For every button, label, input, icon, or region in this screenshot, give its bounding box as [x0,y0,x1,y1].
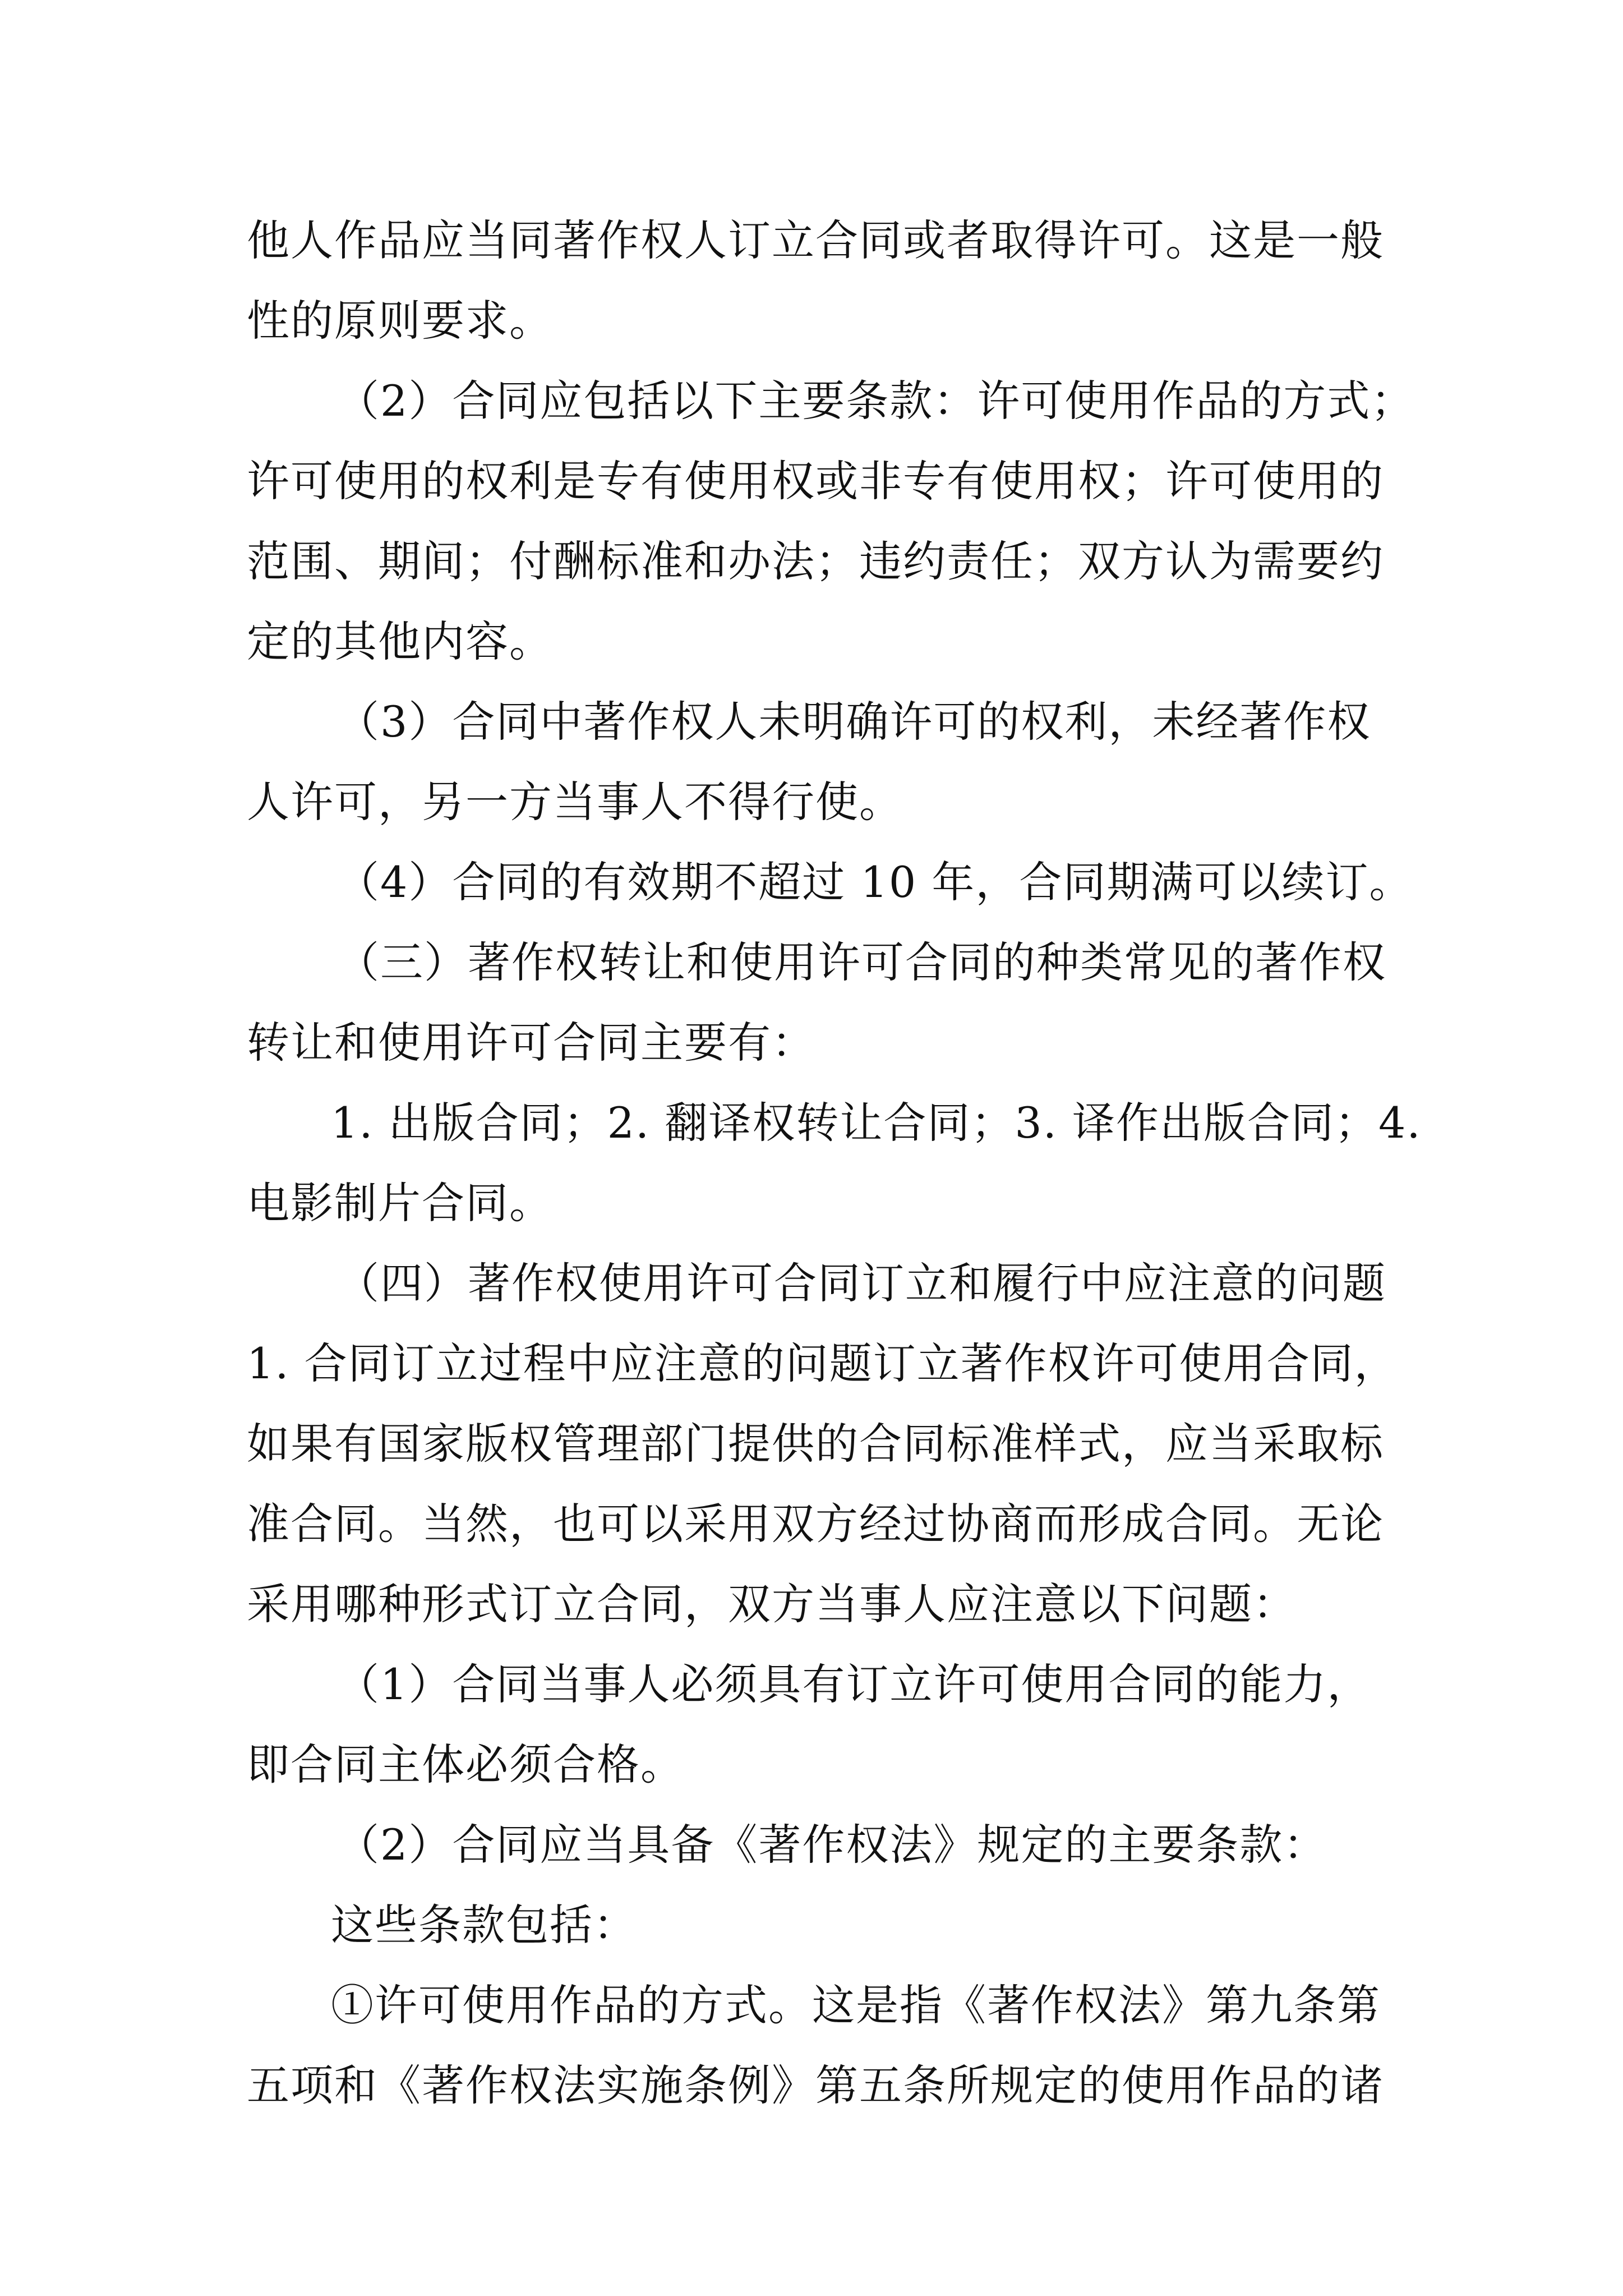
paragraph-clause-2b: （2）合同应当具备《著作权法》规定的主要条款： [336,1820,1327,1870]
text-line: 定的其他内容。 [247,616,553,666]
text-line: 采用哪种形式订立合同，双方当事人应注意以下问题： [247,1579,1297,1629]
text-line: 准合同。当然，也可以采用双方经过协商而形成合同。无论 [247,1499,1384,1549]
text-line: 人许可，另一方当事人不得行使。 [247,777,903,827]
paragraph-clause-2: （2）合同应包括以下主要条款：许可使用作品的方式； [336,376,1415,426]
paragraph-clause-1: （1）合同当事人必须具有订立许可使用合同的能力， [336,1659,1371,1709]
text-line: 性的原则要求。 [247,296,553,346]
text-line: 转让和使用许可合同主要有： [247,1018,815,1068]
text-line: 他人作品应当同著作权人订立合同或者取得许可。这是一般 [247,215,1384,265]
text-line: 这些条款包括： [331,1900,637,1950]
text-line: 如果有国家版权管理部门提供的合同标准样式，应当采取标 [247,1419,1384,1469]
paragraph-clause-3: （3）合同中著作权人未明确许可的权利，未经著作权 [336,697,1371,747]
section-heading-4: （四）著作权使用许可合同订立和履行中应注意的问题 [336,1258,1386,1308]
text-line: 范围、期间；付酬标准和办法；违约责任；双方认为需要约 [247,536,1384,586]
text-line: 即合同主体必须合格。 [247,1740,684,1789]
section-heading-3: （三）著作权转让和使用许可合同的种类常见的著作权 [336,937,1386,987]
text-line: 许可使用的权利是专有使用权或非专有使用权；许可使用的 [247,456,1384,506]
paragraph-item-1: ①许可使用作品的方式。这是指《著作权法》第九条第 [331,1980,1381,2030]
text-line: 五项和《著作权法实施条例》第五条所规定的使用作品的诸 [247,2060,1384,2110]
text-line: 1. 合同订立过程中应注意的问题订立著作权许可使用合同， [247,1338,1398,1388]
paragraph-clause-4: （4）合同的有效期不超过 10 年，合同期满可以续订。 [336,857,1413,907]
contract-types-list: 1. 出版合同；2. 翻译权转让合同；3. 译作出版合同；4. [331,1098,1422,1148]
document-body [247,200,1422,2125]
text-line: 电影制片合同。 [247,1178,553,1228]
